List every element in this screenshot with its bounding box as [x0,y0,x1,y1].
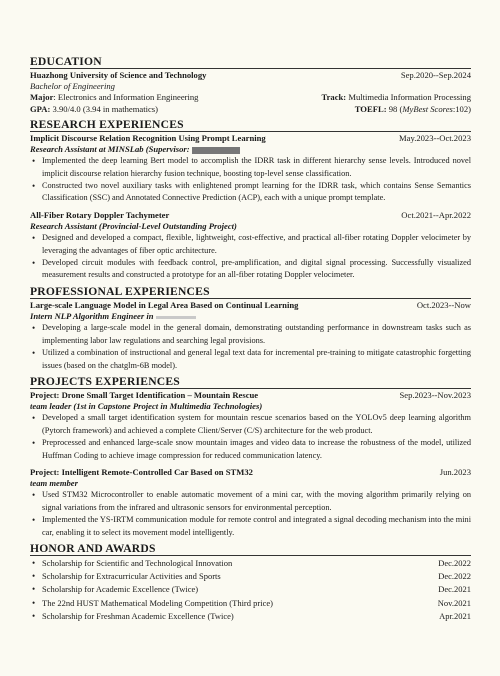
gpa-row [30,104,471,115]
role-text: Research Assistant at MINSLab (Supervisor: [30,144,190,155]
award-item [30,557,471,570]
professional-item-title-row [30,300,471,311]
research-item-dates: Oct.2021--Apr.2022 [401,209,471,220]
award-name: • Scholarship for Extracurricular Activities and Sports [42,571,221,582]
award-name: • Scholarship for Freshman Academic Excellence (Twice) [42,610,234,621]
major [30,92,198,103]
toefl-best-value: :102) [452,103,471,114]
gpa [30,104,158,115]
bullet-item: • Designed and developed a compact, flexible, lightweight, cost-effective, and practical all-fiber rotating Doppler velocimeter by leveraging the advantages of fiber optic architecture. [30,232,471,257]
bullet-item: • Utilized a combination of instructional and general legal text data for incremental pre-training to mitigate catastrophic forgetting issues (based on the chatglm-6B model). [30,347,471,372]
major-label: Major [30,92,54,103]
project-item-title-row [30,467,471,478]
award-item [30,583,471,596]
award-date: Apr.2021 [439,610,471,621]
professional-item-dates: Oct.2023--Now [416,299,471,310]
research-item-role: Research Assistant (Provincial-Level Outstanding Project) [30,221,237,232]
award-item [30,570,471,583]
award-date: Dec.2022 [438,557,471,568]
track-value: Multimedia Information Processing [346,92,471,103]
education-heading: EDUCATION [30,55,471,69]
toefl-label: TOEFL: [354,103,387,114]
research-item-name: All-Fiber Rotary Doppler Tachymeter [30,209,170,220]
bullet-item: • Developing a large-scale model in the general domain, demonstrating outstanding performance in downstream tasks such as implementing labor law regulations and searching legal provisions. [30,322,471,347]
project-item-role: team leader (1st in Capstone Project in Multimedia Technologies) [30,401,263,412]
bullet-item: • Preprocessed and enhanced large-scale snow mountain images and video data to increase the robustness of the model, utilized Huffman Coding to achieve image compression for reduced communication latency. [30,437,471,462]
gpa-value: 3.90/4.0 (3.94 in mathematics) [50,103,159,114]
degree: Bachelor of Engineering [30,81,115,92]
project-item-dates: Jun.2023 [439,466,471,477]
gpa-label: GPA: [30,103,51,114]
bullet-item: • Developed circuit modules with feedback control, pre-amplification, and digital signal processing. Successfully visualized measurement results and constructed a prototype for an all-fiber rotating Doppler velocimeter. [30,257,471,282]
major-row [30,92,471,103]
toefl [355,104,471,115]
role-text: Intern NLP Algorithm Engineer in [30,311,154,322]
bullet-item: • Used STM32 Microcontroller to enable automatic movement of a mini car, with the moving algorithm primarily relying on signal variations from the infrared and ultrasonic sensors for environmental perception. [30,489,471,514]
award-date: Dec.2022 [438,571,471,582]
award-date: Dec.2021 [438,584,471,595]
projects-heading: PROJECTS EXPERIENCES [30,375,471,389]
awards-heading: HONOR AND AWARDS [30,542,471,556]
bullet-item: • Developed a small target identification system for mountain rescue scenarios based on the YOLOv5 deep learning algorithm (Pytorch framework) and achieved a complete Client/Server (C/S) architecture for the web product. [30,412,471,437]
research-item-role [30,144,471,155]
resume-body [30,52,471,623]
award-date: Nov.2021 [437,597,471,608]
school-dates: Sep.2020--Sep.2024 [400,70,471,80]
award-name: • The 22nd HUST Mathematical Modeling Competition (Third price) [42,597,273,608]
research-item-name: Implicit Discourse Relation Recognition Using Prompt Learning [30,132,266,143]
award-name: • Scholarship for Academic Excellence (Twice) [42,584,199,595]
professional-heading: PROFESSIONAL EXPERIENCES [30,285,471,299]
toefl-value: 98 ( [386,103,403,114]
track [322,92,472,103]
professional-item-name: Large-scale Language Model in Legal Area Based on Continual Learning [30,299,299,310]
school-name: Huazhong University of Science and Technology [30,70,207,80]
project-item-title-row [30,390,471,401]
major-value: : Electronics and Information Engineering [53,92,199,103]
bullet-item: • Implemented the YS-IRTM communication module for remote control and integrated a signal decoding mechanism into the mini car, enabling it to select its movement model intelligently. [30,514,471,539]
track-label: Track: [321,92,347,103]
award-item [30,610,471,623]
project-item-role: team member [30,478,78,489]
toefl-best-label: MyBest Scores [402,103,453,114]
research-item-title-row [30,133,471,144]
project-item-name: Project: Intelligent Remote-Controlled Car Based on STM32 [30,466,253,477]
award-item [30,597,471,610]
research-item-title-row [30,210,471,221]
research-item-dates: May.2023--Oct.2023 [399,132,471,143]
award-name: • Scholarship for Scientific and Technological Innovation [42,557,233,568]
school-row [30,70,471,81]
bullet-item: • Constructed two novel auxiliary tasks with enlightened prompt learning for the IDRR task, which contains Sense Semantics Classification (SSC) and Annotated Connective Prediction (ACP), each with a unique prompt template. [30,180,471,205]
professional-item-role [30,311,471,322]
redaction-block [156,316,196,319]
project-item-name: Project: Drone Small Target Identification – Mountain Rescue [30,389,259,400]
bullet-item: • Implemented the deep learning Bert model to accomplish the IDRR task in different hierarchy sense levels. Introduced novel implicit discourse relation hierarchy fusion technique, boosting top-level sense classification. [30,155,471,180]
research-heading: RESEARCH EXPERIENCES [30,118,471,132]
project-item-dates: Sep.2023--Nov.2023 [399,389,471,400]
redaction-block [192,147,240,154]
